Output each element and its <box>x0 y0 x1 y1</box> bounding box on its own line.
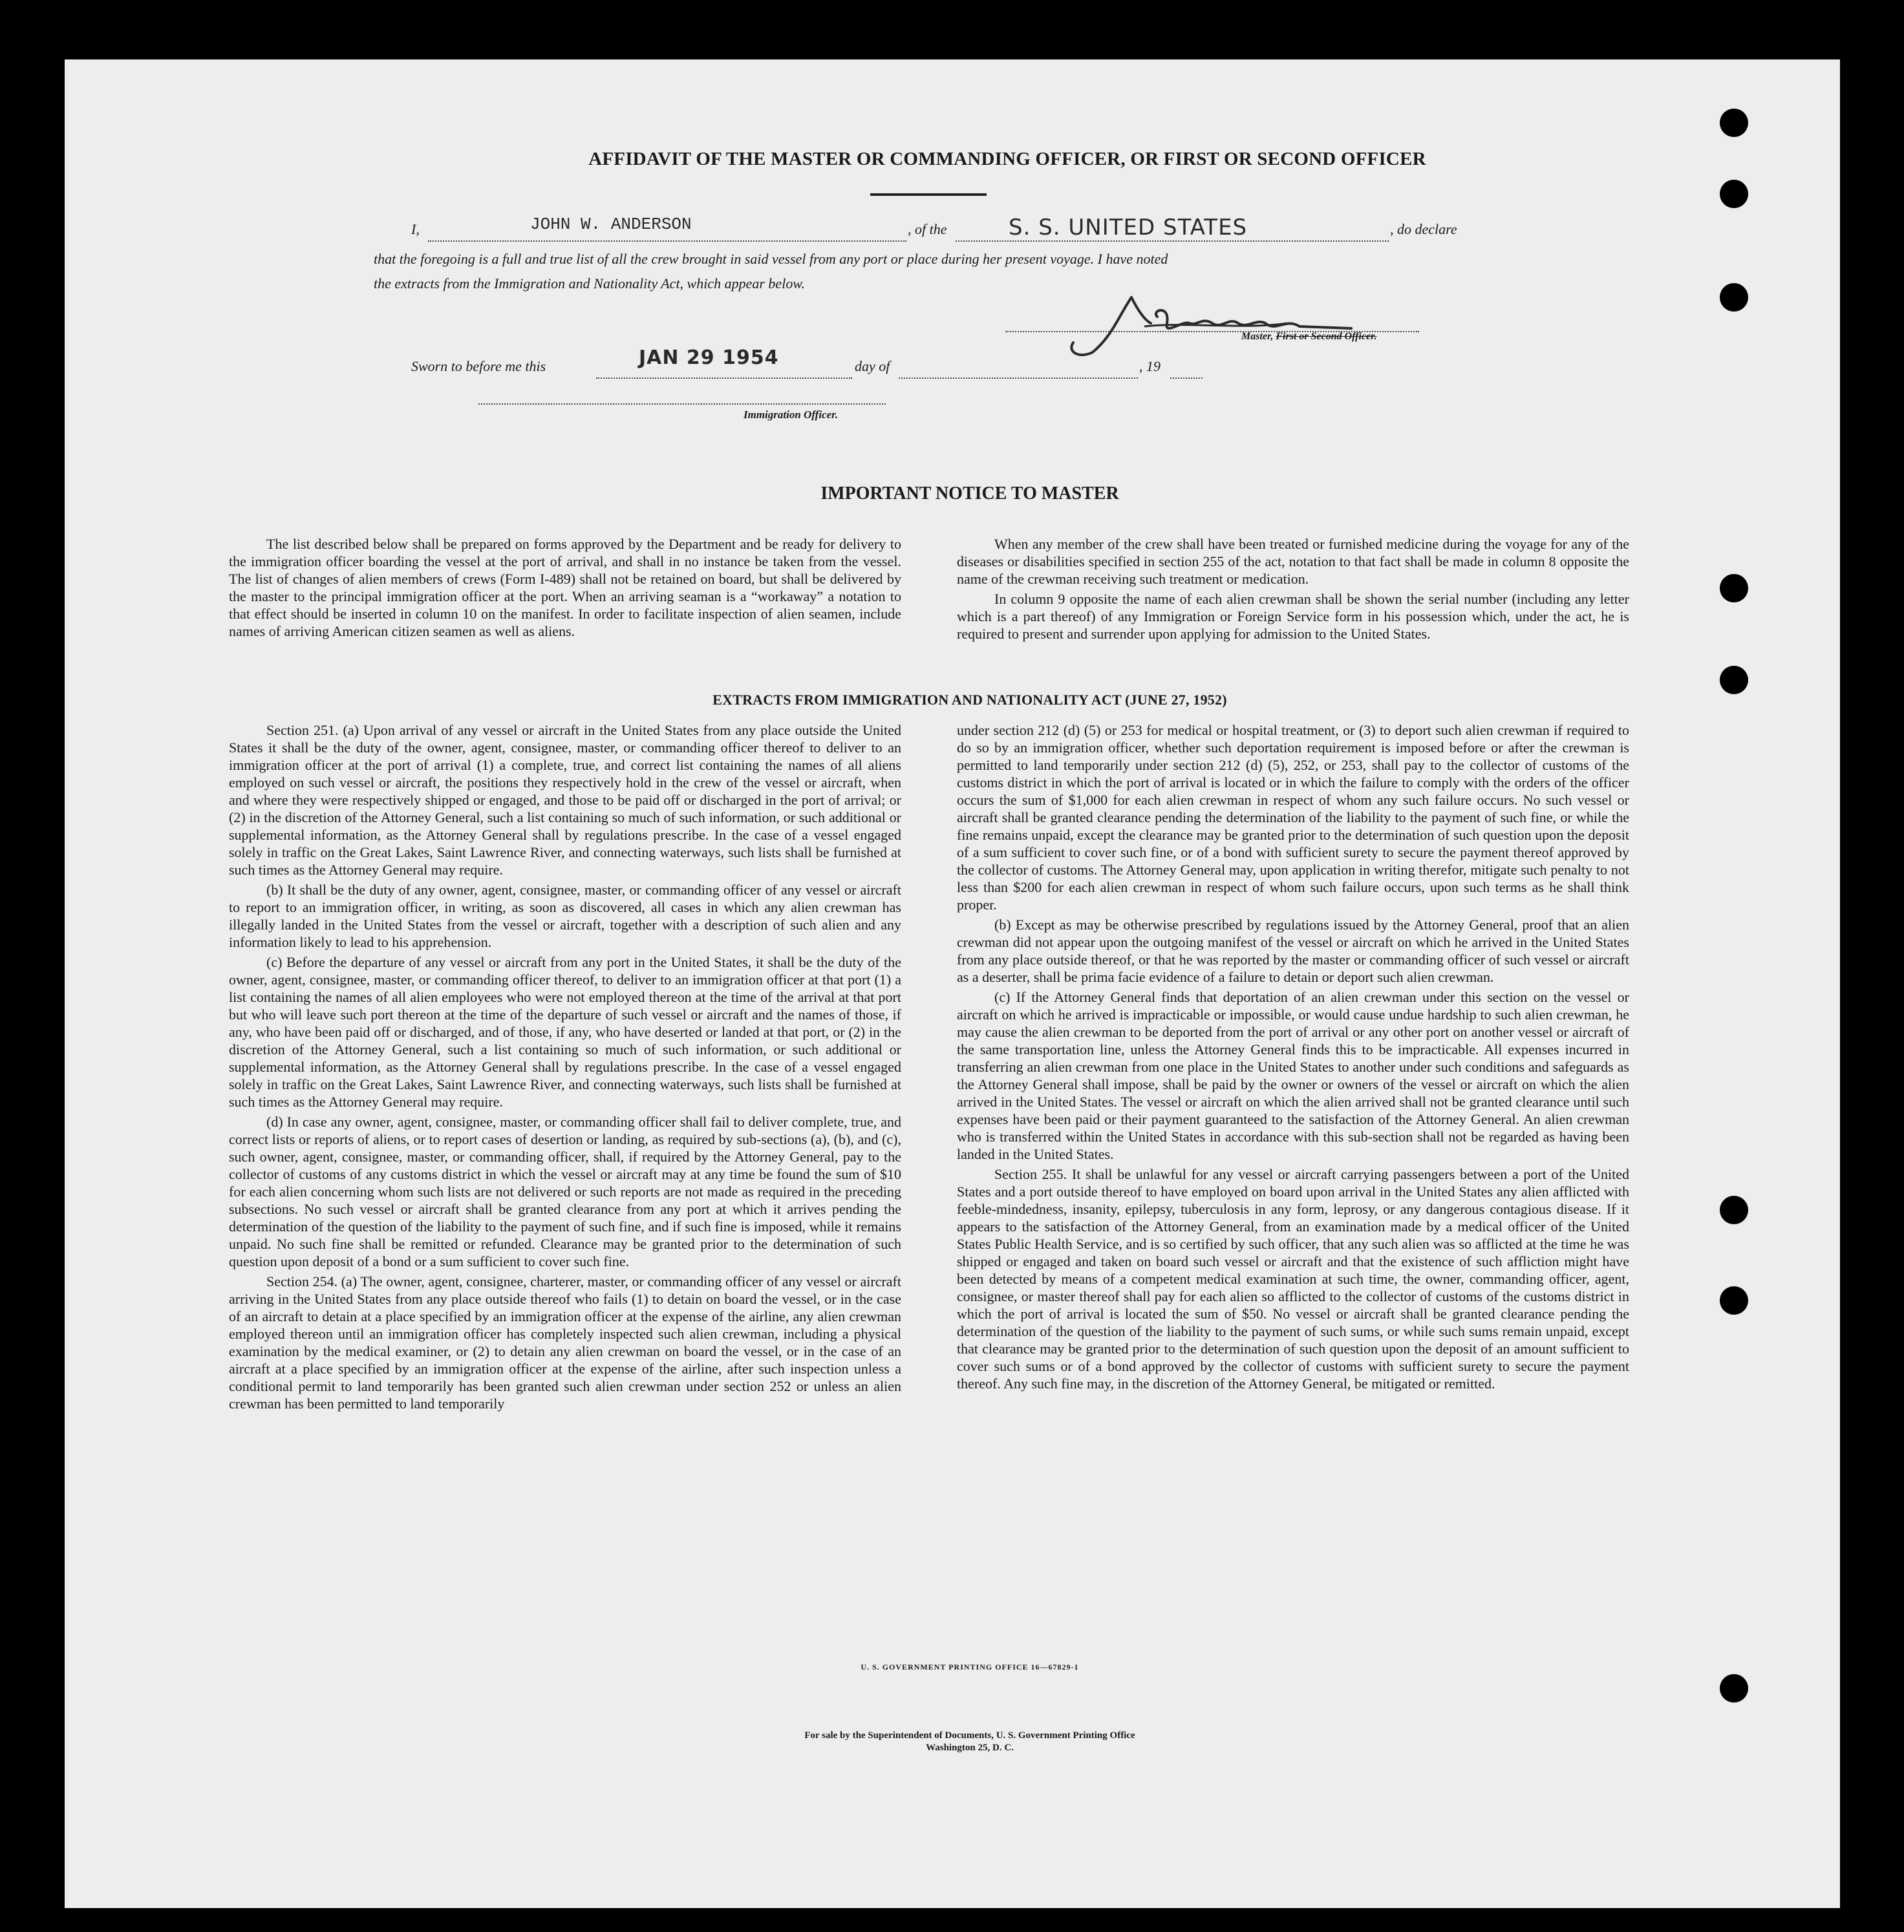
notice-right-column <box>957 535 1629 645</box>
sale-notice <box>647 1730 1293 1754</box>
section-251-c: (c) Before the departure of any vessel or aircraft from any port in the United States, it shall be the duty of the owner, agent, consignee, master, or commanding officer thereof, to deliver to an immigration officer at that port (1) a list containing the names of all alien employees who were not employed thereon at the time of the arrival at that port but who will leave such port thereon at the time of the departure of such vessel or aircraft and the names of those, if any, who have been paid off or discharged, and of those, if any, who have deserted or landed at that port, or (2) in the discretion of the Attorney General, such a list containing so much of such information, or such additional or supplemental information, as the Attorney General shall by regulations prescribe. In the case of a vessel engaged solely in traffic on the Great Lakes, Saint Lawrence River, and connecting waterways, such lists shall be furnished at such times as the Attorney General may require. <box>229 954 901 1110</box>
sale-notice-line-1: For sale by the Superintendent of Documents, U. S. Government Printing Office <box>804 1730 1135 1741</box>
declaration-line-3: the extracts from the Immigration and Nationality Act, which appear below. <box>374 275 805 292</box>
affidavit-title: AFFIDAVIT OF THE MASTER OR COMMANDING OFFICER, OR FIRST OR SECOND OFFICER <box>588 149 1426 169</box>
immigration-officer-caption: Immigration Officer. <box>743 409 839 421</box>
master-signature <box>1054 291 1416 362</box>
month-line <box>899 357 1138 379</box>
extracts-heading: EXTRACTS FROM IMMIGRATION AND NATIONALITY ACT (JUNE 27, 1952) <box>712 692 1227 708</box>
title-divider <box>870 193 987 196</box>
sale-notice-line-2: Washington 25, D. C. <box>926 1743 1014 1753</box>
binder-hole <box>1720 574 1748 602</box>
master-caption <box>1241 331 1377 343</box>
notice-right-paragraph-2: In column 9 opposite the name of each alien crewman shall be shown the serial number (including any letter which is a part thereof) of any Immigration or Foreign Service form in his possession which, under the act, he is required to present and surrender upon applying for admission to the United States. <box>957 591 1629 642</box>
declaration-of-the-label: , of the <box>908 221 947 237</box>
binder-hole <box>1720 1286 1748 1315</box>
section-254-c: (c) If the Attorney General finds that deportation of an alien crewman under this section on the vessel or aircraft on which he arrived is impracticable or impossible, or would cause undue hardship to such alien crewman, he may cause the alien crewman to be deported from the port of arrival or any other port on another vessel or aircraft of the same transportation line, unless the Attorney General finds this to be impracticable. All expenses incurred in transferring an alien crewman from one place in the United States to another under such conditions and safeguards as the Attorney General shall impose, shall be paid by the owner or owners of the vessel or aircraft on which the alien arrived in the United States. The vessel or aircraft on which the alien arrived shall not be granted clearance until such expenses have been paid or their payment guaranteed to the satisfaction of the Attorney General. An alien crewman who is transferred within the United States in accordance with this sub-section shall not be regarded as having been landed in the United States. <box>957 989 1629 1162</box>
section-251-a: Section 251. (a) Upon arrival of any vessel or aircraft in the United States from any place outside the United States it shall be the duty of the owner, agent, consignee, master, or commanding officer thereof to deliver to an immigration officer at the port of arrival (1) a complete, true, and correct list containing the names of all aliens employed on such vessel or aircraft, the positions they respectively hold in the crew of the vessel or aircraft, when and where they were respectively shipped or engaged, and those to be paid off or discharged in the port of arrival; or (2) in the discretion of the Attorney General, such a list containing so much of such information, or such additional or supplemental information, as the Attorney General shall by regulations prescribe. In the case of a vessel engaged solely in traffic on the Great Lakes, Saint Lawrence River, and connecting waterways, such lists shall be furnished at such times as the Attorney General may require. <box>229 722 901 878</box>
notice-left-paragraph: The list described below shall be prepared on forms approved by the Department and be ready for delivery to the immigration officer boarding the vessel at the port of arrival, and shall in no instance be taken from the vessel. The list of changes of alien members of crews (Form I-489) shall not be retained on board, but shall be delivered by the master to the principal immigration officer at the port. When an arriving seaman is a “workaway” a notation to that effect should be inserted in column 10 on the manifest. In order to facilitate inspection of alien seamen, include names of arriving American citizen seamen as well as aliens. <box>229 536 901 639</box>
section-251-b: (b) It shall be the duty of any owner, agent, consignee, master, or commanding officer of any vessel or aircraft to report to an immigration officer, in writing, as soon as discovered, all cases in which any alien crewman has illegally landed in the United States from the vessel or aircraft, together with a description of such alien and any information likely to lead to his apprehension. <box>229 882 901 950</box>
sworn-label: Sworn to before me this <box>411 358 546 374</box>
master-caption-struck: First or Second Officer. <box>1276 331 1377 342</box>
year-line <box>1170 357 1203 379</box>
section-251-d: (d) In case any owner, agent, consignee, master, or commanding officer shall fail to deliver complete, true, and correct lists or reports of aliens, or to report cases of desertion or landing, as required by sub-sections (a), (b), and (c), such owner, agent, consignee, master, or commanding officer, shall, if required by the Attorney General, pay to the collector of customs of any customs district in which the vessel or aircraft may at any time be found the sum of $10 for each alien concerning whom such lists are not delivered or such reports are not made as required in the preceding subsections. No such vessel or aircraft shall be granted clearance from any port at which it arrives pending the determination of the question of the liability to the payment of such fine, and if such fine is imposed, while it remains unpaid. No such fine shall be remitted or refunded. Clearance may be granted prior to the determination of such question upon deposit of a bond or a sum sufficient to cover such fine. <box>229 1114 901 1269</box>
notice-heading: IMPORTANT NOTICE TO MASTER <box>820 483 1119 504</box>
section-254-b: (b) Except as may be otherwise prescribed by regulations issued by the Attorney General, proof that an alien crewman did not appear upon the outgoing manifest of the vessel or aircraft on which he arrived in the United States from any place outside thereof, or that he was reported by the master or commanding officer of such vessel or aircraft as a deserter, shall be prima facie evidence of a failure to detain or deport such alien crewman. <box>957 917 1629 985</box>
extracts-left-column <box>229 721 901 1415</box>
sworn-date-stamp: JAN 29 1954 <box>639 346 779 369</box>
section-255: Section 255. It shall be unlawful for any vessel or aircraft carrying passengers between a port of the United States and a port outside thereof to have employed on board upon arrival in the United States any alien afflicted with feeble-mindedness, insanity, epilepsy, tuberculosis in any form, leprosy, or any dangerous contagious disease. If it appears to the satisfaction of the Attorney General, from an examination made by a medical officer of the United States Public Health Service, and is so certified by such officer, that any such alien was so afflicted at the time he was shipped or engaged and taken on board such vessel or aircraft and that the existence of such affliction might have been detected by means of a competent medical examination at such time, the owner, commanding officer, agent, consignee, or master thereof shall pay for each alien so afflicted to the collector of customs of the customs district in which the port of arrival is located the sum of $50. No vessel or aircraft shall be granted clearance pending the determination of the question of the liability to the payment of such sums, or while such sums remain unpaid, except that clearance may be granted prior to the determination of such question upon the deposit of an amount sufficient to cover such sums or of a bond approved by the collector of customs with sufficient surety to secure the payment thereof. Any such fine may, in the discretion of the Attorney General, be mitigated or remitted. <box>957 1166 1629 1392</box>
declaration-do-declare-label: , do declare <box>1390 221 1457 237</box>
extracts-right-column <box>957 721 1629 1395</box>
vessel-name-value: S. S. UNITED STATES <box>1009 215 1248 240</box>
immigration-officer-line <box>478 390 886 405</box>
declaration-line-2: that the foregoing is a full and true list of all the crew brought in said vessel from any port or place during her present voyage. I have noted <box>374 251 1168 267</box>
document-page <box>65 59 1840 1908</box>
binder-hole <box>1720 666 1748 694</box>
master-name-value: JOHN W. ANDERSON <box>530 215 692 234</box>
year-prefix: , 19 <box>1139 358 1161 374</box>
binder-hole <box>1720 283 1748 312</box>
section-254-a-continued: under section 212 (d) (5) or 253 for medical or hospital treatment, or (3) to deport such alien crewman if required to do so by an immigration officer, whether such deportation requirement is imposed before or after the crewman is permitted to land temporarily under section 212 (d) (5), 252, or 253, shall pay to the collector of customs of the customs district in which the port of arrival is located or in which the failure to comply with the orders of the officer occurs the sum of $1,000 for each alien crewman in respect of whom any such failure occurs. No such vessel or aircraft shall be granted clearance pending the determination of the liability to the payment of such fine, or while the fine remains unpaid, except the clearance may be granted prior to the determination of such question upon the deposit of a sum sufficient to cover such fine, or of a bond with sufficient surety to secure the payment thereof approved by the collector of customs. The Attorney General may, upon application in writing therefor, mitigate such penalty to not less than $200 for each alien crewman in respect of whom such failure occurs, upon such terms as he shall think proper. <box>957 722 1629 913</box>
binder-hole <box>1720 1674 1748 1703</box>
declaration-i-label: I, <box>411 221 420 237</box>
binder-hole <box>1720 180 1748 208</box>
binder-hole <box>1720 109 1748 137</box>
day-of-label: day of <box>855 358 890 374</box>
master-caption-prefix: Master, <box>1241 331 1274 342</box>
notice-right-paragraph-1: When any member of the crew shall have been treated or furnished medicine during the voyage for any of the diseases or disabilities specified in section 255 of the act, notation to that fact shall be made in column 8 opposite the name of the crewman receiving such treatment or medication. <box>957 536 1629 587</box>
binder-hole <box>1720 1196 1748 1224</box>
gpo-imprint: U. S. GOVERNMENT PRINTING OFFICE 16—67829-1 <box>861 1662 1079 1672</box>
notice-left-column <box>229 535 901 642</box>
section-254-a: Section 254. (a) The owner, agent, consignee, charterer, master, or commanding officer of any vessel or aircraft arriving in the United States from any place outside thereof who fails (1) to detain on board the vessel, or in the case of an aircraft to detain at a place specified by an immigration officer at the expense of the airline, any alien crewman employed thereon until an immigration officer has completely inspected such alien crewman, including a physical examination by the medical examiner, or (2) to detain any alien crewman on board the vessel, or in the case of an aircraft at a place specified by an immigration officer at the expense of the airline, after such inspection unless a conditional permit to land temporarily has been granted such alien crewman under section 252 or unless an alien crewman has been permitted to land temporarily <box>229 1273 901 1412</box>
